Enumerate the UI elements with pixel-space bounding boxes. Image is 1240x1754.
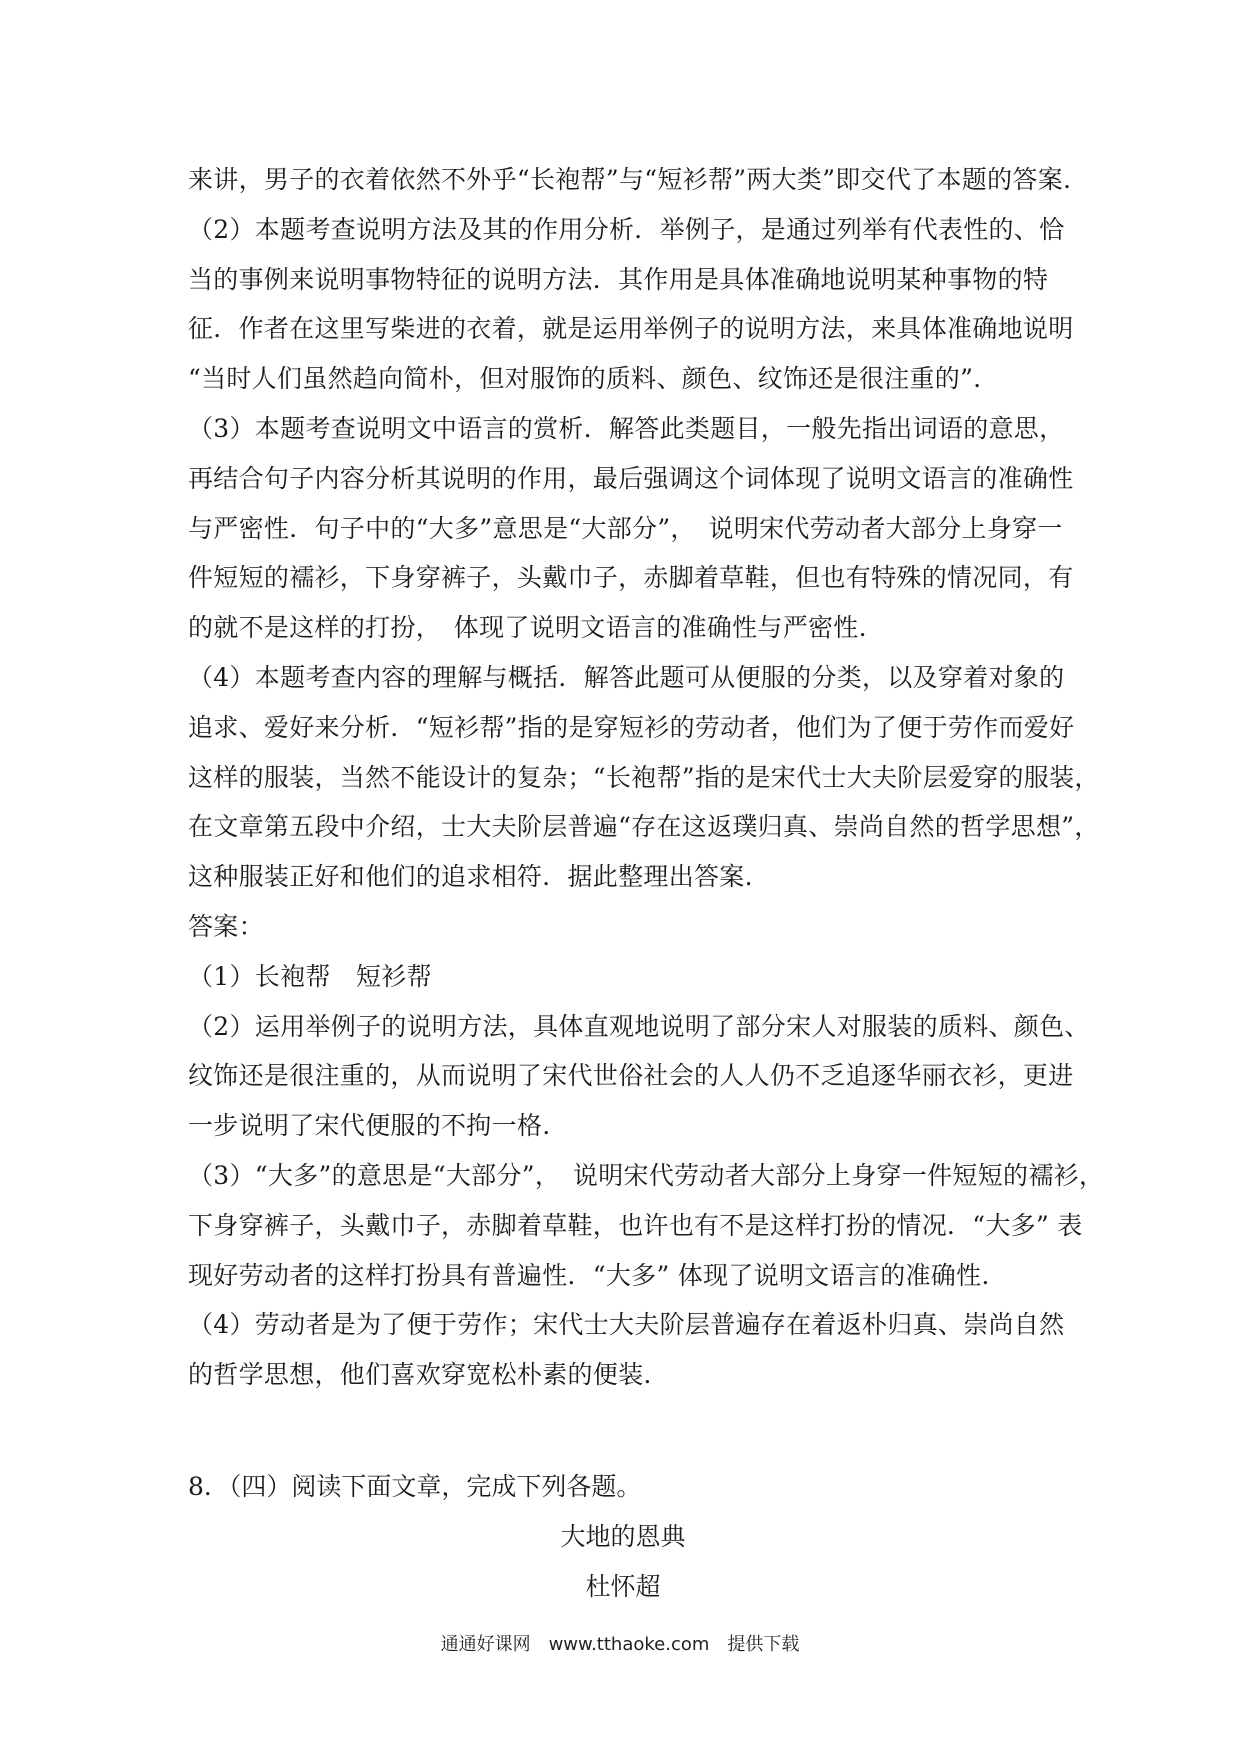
text-line: （3）“大多”的意思是“大部分”， 说明宋代劳动者大部分上身穿一件短短的襦衫， [188, 1160, 1105, 1190]
text-line: 再结合句子内容分析其说明的作用，最后强调这个词体现了说明文语言的准确性 [188, 463, 1074, 493]
text-line: 的哲学思想，他们喜欢穿宽松朴素的便装. [188, 1360, 652, 1390]
text-line: 一步说明了宋代便服的不拘一格. [188, 1111, 551, 1141]
text-line: 件短短的襦衫，下身穿裤子，头戴巾子，赤脚着草鞋，但也有特殊的情况同，有 [188, 563, 1074, 593]
article-title: 大地的恩典 [560, 1521, 686, 1551]
text-line: （4）本题考查内容的理解与概括．解答此题可从便服的分类，以及穿着对象的 [188, 662, 1065, 692]
text-line: 现好劳动者的这样打扮具有普遍性．“大多” 体现了说明文语言的准确性. [188, 1260, 990, 1290]
text-line: （1）长袍帮 短衫帮 [188, 961, 432, 991]
text-line: （2）本题考查说明方法及其的作用分析．举例子，是通过列举有代表性的、恰 [188, 214, 1065, 244]
article-author: 杜怀超 [585, 1571, 661, 1601]
document-body [188, 155, 1105, 1612]
text-line: 在文章第五段中介绍，士大夫阶层普遍“存在这返璞归真、崇尚自然的哲学思想”， [188, 812, 1100, 842]
text-line: 的就不是这样的打扮， 体现了说明文语言的准确性与严密性. [188, 613, 867, 643]
answer-heading: 答案： [188, 911, 264, 941]
text-line: 这样的服装，当然不能设计的复杂；“长袍帮”指的是宋代士大夫阶层爱穿的服装， [188, 762, 1100, 792]
text-line: “当时人们虽然趋向简朴，但对服饰的质料、颜色、纹饰还是很注重的”. [188, 364, 982, 394]
text-line: 纹饰还是很注重的，从而说明了宋代世俗社会的人人仍不乏追逐华丽衣衫，更进 [188, 1061, 1074, 1091]
text-line: 征．作者在这里写柴进的衣着，就是运用举例子的说明方法，来具体准确地说明 [188, 314, 1074, 344]
text-line: 来讲，男子的衣着依然不外乎“长袍帮”与“短衫帮”两大类”即交代了本题的答案. [188, 165, 1072, 194]
text-line: （4）劳动者是为了便于劳作；宋代士大夫阶层普遍存在着返朴归真、崇尚自然 [188, 1310, 1065, 1340]
question-heading: 8．（四）阅读下面文章，完成下列各题。 [188, 1471, 642, 1501]
text-line: 下身穿裤子，头戴巾子，赤脚着草鞋，也许也有不是这样打扮的情况．“大多” 表 [188, 1210, 1083, 1240]
text-line: 当的事例来说明事物特征的说明方法．其作用是具体准确地说明某种事物的特 [188, 264, 1049, 294]
text-line: 这种服装正好和他们的追求相符．据此整理出答案. [188, 862, 753, 892]
spacer [188, 1400, 1058, 1462]
text-line: 追求、爱好来分析．“短衫帮”指的是穿短衫的劳动者，他们为了便于劳作而爱好 [188, 712, 1075, 742]
text-line: 与严密性．句子中的“大多”意思是“大部分”， 说明宋代劳动者大部分上身穿一 [188, 513, 1063, 543]
page-footer: 通通好课网 www.tthaoke.com 提供下载 [440, 1634, 800, 1655]
text-line: （3）本题考查说明文中语言的赏析．解答此类题目，一般先指出词语的意思， [188, 413, 1065, 443]
text-line: （2）运用举例子的说明方法，具体直观地说明了部分宋人对服装的质料、颜色、 [188, 1011, 1090, 1041]
